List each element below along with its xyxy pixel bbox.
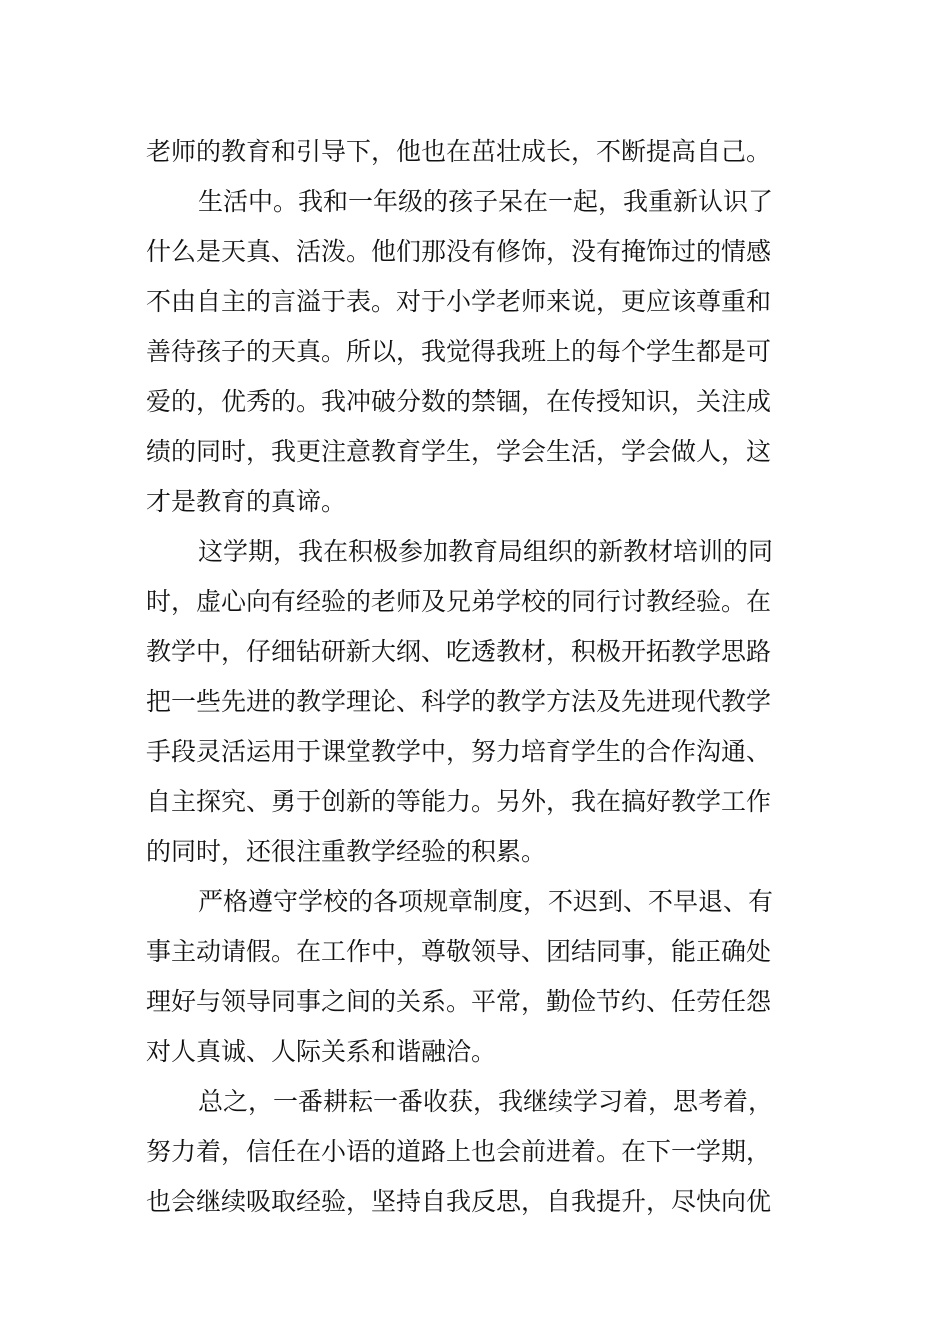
text-line: 事主动请假。在工作中，尊敬领导、团结同事，能正确处 (146, 937, 772, 966)
paragraph-first-line: 严格遵守学校的各项规章制度，不迟到、不早退、有 (198, 887, 774, 916)
text-line: 理好与领导同事之间的关系。平常，勤俭节约、任劳任怨 (146, 987, 772, 1016)
text-line: 把一些先进的教学理论、科学的教学方法及先进现代教学 (146, 687, 772, 716)
text-line: 手段灵活运用于课堂教学中，努力培育学生的合作沟通、 (146, 737, 772, 766)
text-line: 爱的，优秀的。我冲破分数的禁锢，在传授知识，关注成 (146, 387, 772, 416)
text-line: 绩的同时，我更注意教育学生，学会生活，学会做人，这 (146, 437, 772, 466)
text-line: 善待孩子的天真。所以，我觉得我班上的每个学生都是可 (146, 337, 772, 366)
text-line: 对人真诚、人际关系和谐融洽。 (146, 1037, 497, 1066)
text-line: 什么是天真、活泼。他们那没有修饰，没有掩饰过的情感 (146, 237, 772, 266)
text-line: 才是教育的真谛。 (146, 487, 347, 516)
paragraph-first-line: 这学期，我在积极参加教育局组织的新教材培训的同 (198, 537, 774, 566)
text-line: 老师的教育和引导下，他也在茁壮成长，不断提高自己。 (146, 137, 772, 166)
paragraph-first-line: 总之，一番耕耘一番收获，我继续学习着，思考着， (198, 1087, 774, 1116)
text-line: 自主探究、勇于创新的等能力。另外，我在搞好教学工作 (146, 787, 772, 816)
text-line: 也会继续吸取经验，坚持自我反思，自我提升，尽快向优 (146, 1187, 772, 1216)
text-line: 的同时，还很注重教学经验的积累。 (146, 837, 547, 866)
text-line: 教学中，仔细钻研新大纲、吃透教材，积极开拓教学思路 (146, 637, 772, 666)
paragraph-first-line: 生活中。我和一年级的孩子呆在一起，我重新认识了 (198, 187, 774, 216)
text-line: 时，虚心向有经验的老师及兄弟学校的同行讨教经验。在 (146, 587, 772, 616)
document-body (146, 127, 826, 1227)
text-line: 不由自主的言溢于表。对于小学老师来说，更应该尊重和 (146, 287, 772, 316)
text-line: 努力着，信任在小语的道路上也会前进着。在下一学期， (146, 1137, 772, 1166)
